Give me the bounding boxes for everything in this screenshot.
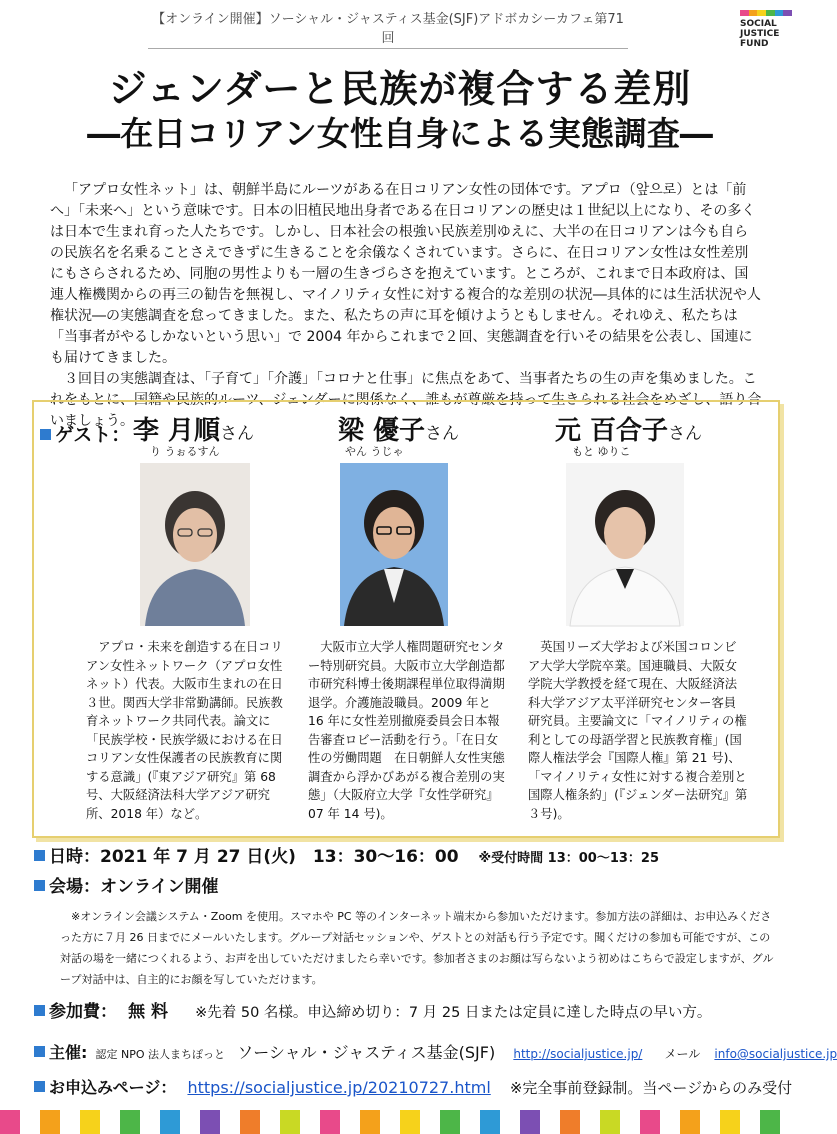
stripe-segment — [600, 1110, 620, 1134]
sub-title: ―在日コリアン女性自身による実態調査― — [87, 114, 713, 153]
guest-1-name: 李 月順さん — [133, 416, 255, 446]
intro-paragraph-2: ３回目の実態調査は、「子育て」「介護」「コロナと仕事」に焦点をあて、当事者たちの生の声を集めました。これをもとに、国籍や民族的ルーツ、ジェンダーに関係なく、誰もが尊厳を持って生きられる社会をめざし、語り合いましょう。 — [50, 371, 762, 429]
guest-1-bio: アプロ・未来を創造する在日コリアン女性ネットワーク（アプロ女性ネット）代表。大阪市生まれの在日３世。関西大学非常勤講師。民族教育ネットワーク共同代表。論文に「民族学校・民族学級における在日コリアン女性保護者の民族教育に関する意識」(『東アジア研究』第 68 号、大阪経済法科大学アジア研究所、2018 年）など。 — [86, 640, 283, 821]
stripe-segment — [400, 1110, 420, 1134]
bullet-square-icon — [34, 1046, 45, 1057]
stripe-segment — [40, 1110, 60, 1134]
venue-label: 会場：オンライン開催 — [49, 877, 219, 897]
stripe-segment — [720, 1110, 740, 1134]
organizer-label: 主催: — [49, 1043, 88, 1062]
stripe-segment — [780, 1110, 800, 1134]
stripe-segment — [520, 1110, 540, 1134]
intro-paragraph-1: 「アプロ女性ネット」は、朝鮮半島にルーツがある在日コリアン女性の団体です。アプロ（앞으로）とは「前へ」「未来へ」という意味です。日本の旧植民地出身者である在日コリアンの歴史は１世紀以上になり、その多くは日本で生まれ育った人たちです。しかし、日本社会の根強い民族差別ゆえに、大半の在日コリアンは今も自らの民族名を名乗ることさえできずに生きることを余儀なくされています。さらに、在日コリアン女性は女性差別にもさらされるため、同胞の男性よりも一層の生きづらさを抱えています。ところが、これまで日本政府は、国連人権機関からの再三の勧告を無視し、マイノリティ女性に対する複合的な差別の状況―具体的には生活状況や人権状況―の実態調査を怠ってきました。また、私たちの声に耳を傾けようともしません。それゆえ、私たちは「当事者がやるしかないという思い」で 2004 年からこれまで２回、実態調査を行いその結果を公表し、国連にも届けてきました。 — [50, 182, 761, 366]
stripe-segment — [200, 1110, 220, 1134]
stripe-segment — [60, 1110, 80, 1134]
stripe-segment — [740, 1110, 760, 1134]
stripe-segment — [100, 1110, 120, 1134]
guest-1-photo — [140, 463, 250, 626]
stripe-segment — [620, 1110, 640, 1134]
co-organizer: 認定 NPO 法人まちぽっと — [95, 1048, 226, 1061]
online-note: ※オンライン会議システム・Zoom を使用。スマホや PC 等のインターネット端末から参加いただけます。参加方法の詳細は、お申込みくださった方に７月 26 日までにメールいたします。グループ対話セッションや、ゲストとの対話も行う予定です。聞くだけの参加も可能ですが、この対話の場を一緒につくれるよう、お声を出していただけましたら幸いです。参加者さまのお顔は写らないよう初めはこちらで設定しますが、グループ対話中は、自主的にお顔を写していただけます。 — [60, 910, 774, 986]
portrait-icon — [140, 463, 250, 626]
main-title: ジェンダーと民族が複合する差別 — [108, 67, 692, 111]
stripe-segment — [240, 1110, 260, 1134]
bullet-square-icon — [40, 429, 51, 440]
stripe-segment — [260, 1110, 280, 1134]
apply-row — [34, 1075, 792, 1098]
bullet-square-icon — [34, 880, 45, 891]
logo-color-bars — [740, 10, 792, 16]
guest-3-bio: 英国リーズ大学および米国コロンビア大学大学院卒業。国連職員、大阪女学院大学教授を経て現在、大阪経済法科大学アジア太平洋研究センター客員研究員。主要論文に「マイノリティの権利としての母語学習と民族教育権」(国際人権法学会『国際人権』第 21 号)、「マイノリティ女性に対する複合差別と国際人権条約」(『ジェンダー法研究』第３号)。 — [528, 640, 748, 821]
stripe-segment — [220, 1110, 240, 1134]
reception-time: ※受付時間 13：00〜13：25 — [478, 851, 660, 866]
stripe-segment — [340, 1110, 360, 1134]
stripe-segment — [80, 1110, 100, 1134]
mail-label: メール — [664, 1047, 701, 1061]
stripe-segment — [500, 1110, 520, 1134]
stripe-segment — [160, 1110, 180, 1134]
logo-line-3: FUND — [740, 39, 769, 49]
stripe-segment — [560, 1110, 580, 1134]
logo-line-1: SOCIAL — [740, 19, 777, 29]
stripe-segment — [540, 1110, 560, 1134]
stripe-segment — [20, 1110, 40, 1134]
stripe-segment — [480, 1110, 500, 1134]
intro-text — [50, 180, 762, 432]
stripe-segment — [120, 1110, 140, 1134]
stripe-segment — [700, 1110, 720, 1134]
guest-3-photo — [566, 463, 684, 626]
guest-2-name: 梁 優子さん — [338, 416, 460, 446]
mail-link[interactable]: info@socialjustice.jp — [714, 1047, 837, 1061]
guest-3-reading: もと ゆりこ — [572, 445, 631, 458]
datetime-row — [34, 842, 659, 867]
stripe-segment — [760, 1110, 780, 1134]
apply-label: お申込みページ： — [49, 1078, 177, 1097]
color-stripe-footer — [0, 1110, 800, 1134]
fee-row — [34, 997, 711, 1022]
guest-3-name: 元 百合子さん — [555, 416, 703, 446]
venue-row — [34, 872, 219, 897]
stripe-segment — [420, 1110, 440, 1134]
logo-line-2: JUSTICE — [740, 29, 780, 39]
apply-url-link[interactable]: https://socialjustice.jp/20210727.html — [187, 1078, 491, 1097]
datetime-label: 日時：2021 年 7 月 27 日(火) 13：30〜16：00 — [49, 847, 459, 867]
organizer-row — [34, 1040, 837, 1063]
guest-1-reading: り うぉるすん — [150, 445, 220, 458]
stripe-segment — [180, 1110, 200, 1134]
stripe-segment — [300, 1110, 320, 1134]
stripe-segment — [460, 1110, 480, 1134]
stripe-segment — [680, 1110, 700, 1134]
guest-2-photo — [340, 463, 448, 626]
stripe-segment — [280, 1110, 300, 1134]
stripe-segment — [660, 1110, 680, 1134]
fee-label: 参加費： — [49, 1002, 117, 1022]
fee-detail: ※先着 50 名様。申込締め切り：7 月 25 日または定員に達した時点の早い方。 — [195, 1005, 712, 1021]
portrait-icon — [340, 463, 448, 626]
organizer-name: ソーシャル・ジャスティス基金(SJF) — [237, 1043, 496, 1062]
stripe-segment — [320, 1110, 340, 1134]
guest-2-reading: やん うじゃ — [345, 445, 404, 458]
portrait-icon — [566, 463, 684, 626]
event-series-line: 【オンライン開催】ソーシャル・ジャスティス基金(SJF)アドボカシーカフェ第71回 — [148, 8, 628, 49]
fee-value: 無 料 — [128, 1002, 169, 1022]
stripe-segment — [360, 1110, 380, 1134]
guest-heading: ゲスト： — [40, 420, 130, 447]
stripe-segment — [640, 1110, 660, 1134]
bullet-square-icon — [34, 1005, 45, 1016]
stripe-segment — [380, 1110, 400, 1134]
bullet-square-icon — [34, 1081, 45, 1092]
stripe-segment — [0, 1110, 20, 1134]
stripe-segment — [440, 1110, 460, 1134]
organizer-url-link[interactable]: http://socialjustice.jp/ — [513, 1047, 643, 1061]
bullet-square-icon — [34, 850, 45, 861]
guest-2-bio: 大阪市立大学人権問題研究センター特別研究員。大阪市立大学創造都市研究科博士後期課程単位取得満期退学。介護施設職員。2009 年と 16 年に女性差別撤廃委員会日本報告審査ロビー活動を行う。「在日女性の労働問題 在日朝鮮人女性実態調査から浮かびあがる複合差別の実態」（大阪府立大学『女性学研究』07 年 14 号)。 — [308, 640, 505, 821]
stripe-segment — [580, 1110, 600, 1134]
apply-note: ※完全事前登録制。当ページからのみ受付 — [509, 1079, 793, 1097]
sjf-logo — [740, 10, 792, 62]
stripe-segment — [140, 1110, 160, 1134]
